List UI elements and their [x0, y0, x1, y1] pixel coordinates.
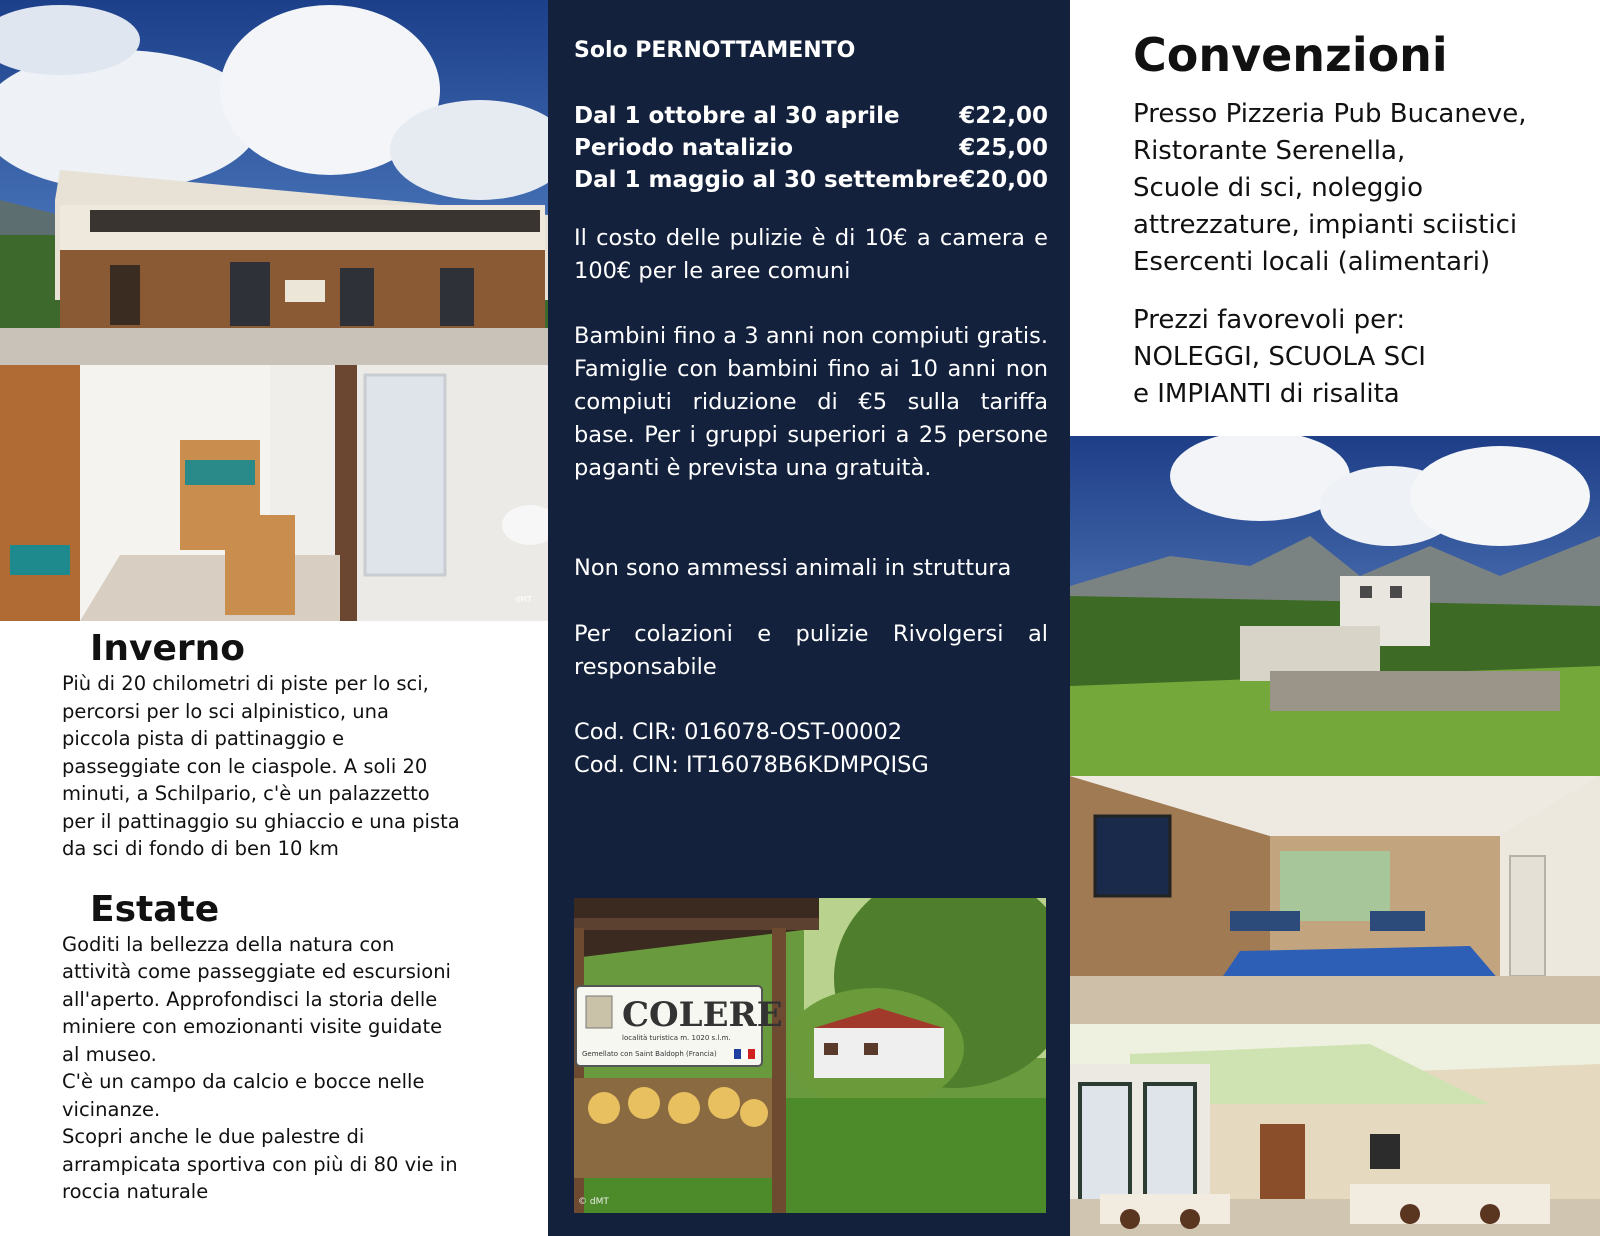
colere-sign-name: COLERE: [622, 995, 783, 1035]
inverno-text: Più di 20 chilometri di piste per lo sci, percorsi per lo sci alpinistico, una piccola pista di pattinaggio e passeggiate con le ciaspole. A soli 20 minuti, a Schilpario, c'è un palazzetto per il pattinaggio su ghiaccio e una pista da sci di fondo di ben 10 km: [62, 672, 460, 860]
price-period: Dal 1 maggio al 30 settembre: [574, 167, 959, 193]
registration-codes: [574, 716, 1048, 782]
cleaning-cost-text: Il costo delle pulizie è di 10€ a camera e 100€ per le aree comuni: [574, 225, 1048, 284]
cin-code: Cod. CIN: IT16078B6KDMPQISG: [574, 752, 929, 778]
pernottamento-title: Solo PERNOTTAMENTO: [574, 38, 856, 63]
price-row: [574, 100, 1048, 132]
estate-text: [62, 931, 462, 1206]
colere-sign-subtitle: località turistica m. 1020 s.l.m.: [622, 1034, 731, 1042]
colere-sign-photo: [574, 898, 1046, 1213]
discount-line: e IMPIANTI di risalita: [1133, 379, 1400, 409]
price-period: Dal 1 ottobre al 30 aprile: [574, 103, 900, 129]
children-discount-text: Bambini fino a 3 anni non compiuti gratis. Famiglie con bambini fino ai 10 anni non compiuti riduzione di €5 sulla tariffa base. Per i gruppi superiori a 25 persone paganti è prevista una gratuità.: [574, 323, 1048, 481]
breakfast-contact-text: Per colazioni e pulizie Rivolgersi al responsabile: [574, 621, 1048, 680]
hostel-exterior-photo: [0, 0, 548, 365]
dining-room-photo: [1070, 1024, 1600, 1236]
price-period: Periodo natalizio: [574, 135, 794, 161]
discounts-list: [1133, 302, 1593, 413]
price-value: €20,00: [959, 167, 1048, 193]
partner-line: Esercenti locali (alimentari): [1133, 247, 1491, 277]
games-room-photo: [1070, 776, 1600, 1024]
estate-title: Estate: [90, 888, 220, 930]
svg-text:© dMT: © dMT: [578, 1197, 609, 1207]
estate-line: Scopri anche le due palestre di arrampicata sportiva con più di 80 vie in roccia naturale: [62, 1125, 458, 1203]
price-row: [574, 164, 1048, 196]
discount-line: NOLEGGI, SCUOLA SCI: [1133, 342, 1426, 372]
colere-sign-twinned: Gemellato con Saint Baldoph (Francia): [582, 1050, 717, 1058]
mountain-hostel-photo: [1070, 436, 1600, 776]
price-row: [574, 132, 1048, 164]
price-list: [574, 100, 1048, 196]
room-photo: [0, 365, 548, 621]
partner-line: Ristorante Serenella,: [1133, 136, 1406, 166]
left-text-section: [62, 628, 462, 1206]
estate-line: C'è un campo da calcio e bocce nelle vicinanze.: [62, 1070, 425, 1121]
svg-text:dMT: dMT: [515, 595, 532, 604]
price-value: €25,00: [959, 135, 1048, 161]
partners-list: [1133, 96, 1593, 281]
cir-code: Cod. CIR: 016078-OST-00002: [574, 719, 903, 745]
partner-line: Scuole di sci, noleggio: [1133, 173, 1423, 203]
inverno-title: Inverno: [90, 628, 246, 669]
discount-line: Prezzi favorevoli per:: [1133, 305, 1406, 335]
convenzioni-title: Convenzioni: [1133, 28, 1448, 82]
estate-line: Goditi la bellezza della natura con attività come passeggiate ed escursioni all'aperto. Approfondisci la storia delle miniere con emozionanti visite guidate al museo.: [62, 932, 451, 1066]
animals-policy-text: Non sono ammessi animali in struttura: [574, 555, 1012, 581]
partner-line: Presso Pizzeria Pub Bucaneve,: [1133, 99, 1527, 129]
partner-line: attrezzature, impianti sciistici: [1133, 210, 1518, 240]
price-value: €22,00: [959, 103, 1048, 129]
